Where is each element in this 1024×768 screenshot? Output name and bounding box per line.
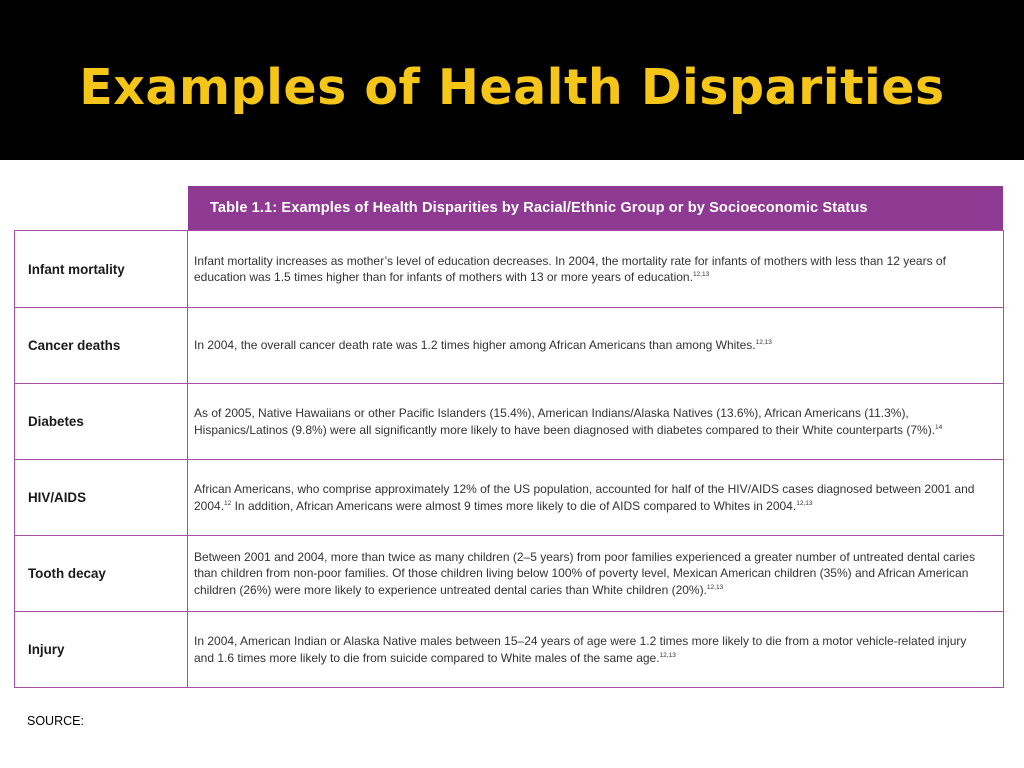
row-label: Injury: [15, 612, 188, 687]
table-row-injury: [15, 611, 1003, 687]
table-row-cancer-deaths: [15, 307, 1003, 383]
footnote-ref: 12,13: [659, 651, 676, 659]
footnote-ref-a: 12: [224, 499, 232, 507]
table-caption-band: [188, 186, 1003, 230]
row-text-body: Between 2001 and 2004, more than twice as many children (2–5 years) from poor families experienced a greater number of untreated dental caries than children from non-poor families. Of those children living below 100% of poverty level, Mexican American children (35%) and African American children (26%) were more likely to experience untreated dental caries than White children (20%).: [194, 549, 976, 597]
footnote-ref: 12,13: [796, 499, 813, 507]
footnote-ref: 12,13: [692, 271, 710, 278]
row-text-body: As of 2005, Native Hawaiians or other Pacific Islanders (15.4%), American Indians/Alaska Natives (13.6%), African Americans (11.3%), Hispanics/Latinos (9.8%) were all significantly more likely to have been diagnosed with diabetes compared to their White counterparts (7%).: [194, 406, 936, 437]
table-caption: Table 1.1: Examples of Health Disparities by Racial/Ethnic Group or by Socioeconomic Status: [210, 200, 868, 216]
row-text: [188, 308, 1003, 383]
row-text-body-a: African Americans, who comprise approximately 12% of the US population, accounted for half of the HIV/AIDS cases diagnosed between 2001 and 2004.: [194, 482, 975, 513]
row-label: HIV/AIDS: [15, 460, 188, 535]
row-label: Cancer deaths: [15, 308, 188, 383]
footnote-ref: 12,13: [706, 583, 724, 591]
row-text: [188, 231, 1003, 307]
row-text: [188, 612, 1003, 687]
row-text-body: In 2004, the overall cancer death rate was 1.2 times higher among African Americans than among Whites.: [194, 338, 756, 353]
row-label: Tooth decay: [15, 536, 188, 611]
footnote-ref: 12,13: [755, 339, 772, 347]
row-label: Infant mortality: [15, 231, 188, 307]
table-body: [14, 230, 1004, 688]
table-row-tooth-decay: [15, 535, 1003, 611]
row-text-body: In 2004, American Indian or Alaska Native males between 15–24 years of age were 1.2 times more likely to die from a motor vehicle-related injury and 1.6 times more likely to die from suicide compared to White males of the same age.: [194, 634, 967, 665]
table-row-diabetes: [15, 383, 1003, 459]
row-text: [188, 460, 1003, 535]
table-row-hiv-aids: [15, 459, 1003, 535]
footnote-ref: 14: [935, 423, 943, 431]
row-text-body: In addition, African Americans were almost 9 times more likely to die of AIDS compared to Whites in 2004.: [231, 498, 797, 513]
table-row-infant-mortality: [15, 230, 1003, 307]
row-label: Diabetes: [15, 384, 188, 459]
slide-title: Examples of Health Disparities: [79, 59, 945, 116]
row-text: [188, 536, 1003, 611]
row-text: [188, 384, 1003, 459]
disparities-table: [14, 186, 1003, 691]
row-text-body: Infant mortality increases as mother’s level of education decreases. In 2004, the mortality rate for infants of mothers with less than 12 years of education was 1.5 times higher than for infants of mothers with 13 or more years of education.: [194, 253, 946, 284]
source-label: SOURCE:: [27, 714, 84, 728]
